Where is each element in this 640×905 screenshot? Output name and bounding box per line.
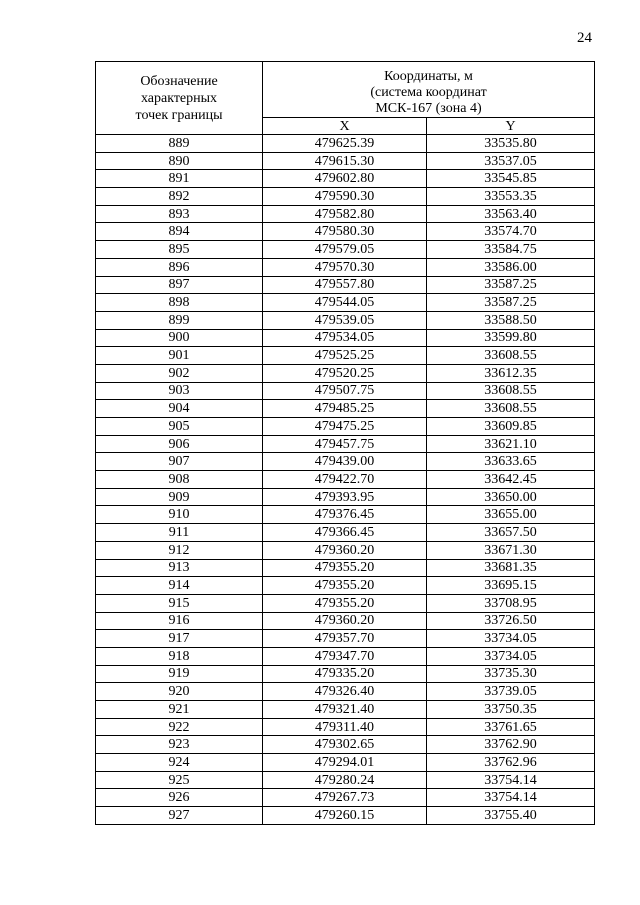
x-coordinate-cell: 479321.40	[263, 701, 427, 719]
table-row	[96, 205, 595, 223]
y-coordinate-cell: 33750.35	[427, 701, 595, 719]
y-coordinate-cell: 33574.70	[427, 223, 595, 241]
y-coordinate-cell: 33762.90	[427, 736, 595, 754]
table-row	[96, 400, 595, 418]
point-id-cell: 918	[96, 647, 263, 665]
y-coordinate-cell: 33657.50	[427, 524, 595, 542]
y-coordinate-cell: 33761.65	[427, 718, 595, 736]
table-row	[96, 188, 595, 206]
point-id-cell: 912	[96, 541, 263, 559]
point-id-cell: 908	[96, 471, 263, 489]
point-id-cell: 900	[96, 329, 263, 347]
y-coordinate-cell: 33754.14	[427, 771, 595, 789]
table-row	[96, 807, 595, 825]
x-coordinate-cell: 479615.30	[263, 152, 427, 170]
coordinates-header	[263, 62, 595, 118]
table-row	[96, 453, 595, 471]
x-coordinate-cell: 479439.00	[263, 453, 427, 471]
table-row	[96, 683, 595, 701]
point-designation-header	[96, 62, 263, 135]
point-id-cell: 927	[96, 807, 263, 825]
x-coordinate-cell: 479366.45	[263, 524, 427, 542]
table-row	[96, 594, 595, 612]
point-id-cell: 907	[96, 453, 263, 471]
coordinates-header-line: Координаты, м	[384, 69, 473, 84]
point-id-cell: 902	[96, 364, 263, 382]
page-number: 24	[577, 30, 592, 46]
x-coordinate-cell: 479539.05	[263, 311, 427, 329]
table-row	[96, 258, 595, 276]
point-id-cell: 897	[96, 276, 263, 294]
y-coordinate-cell: 33609.85	[427, 418, 595, 436]
x-coordinate-cell: 479579.05	[263, 241, 427, 259]
table-row	[96, 647, 595, 665]
point-id-cell: 911	[96, 524, 263, 542]
x-coordinate-cell: 479457.75	[263, 435, 427, 453]
table-row	[96, 364, 595, 382]
x-coordinate-cell: 479520.25	[263, 364, 427, 382]
point-id-cell: 921	[96, 701, 263, 719]
x-column-header: X	[263, 118, 427, 135]
point-id-cell: 925	[96, 771, 263, 789]
point-id-cell: 916	[96, 612, 263, 630]
point-id-cell: 920	[96, 683, 263, 701]
x-coordinate-cell: 479570.30	[263, 258, 427, 276]
x-coordinate-cell: 479393.95	[263, 488, 427, 506]
x-coordinate-cell: 479360.20	[263, 541, 427, 559]
x-coordinate-cell: 479280.24	[263, 771, 427, 789]
x-coordinate-cell: 479347.70	[263, 647, 427, 665]
y-coordinate-cell: 33608.55	[427, 400, 595, 418]
x-coordinate-cell: 479507.75	[263, 382, 427, 400]
table-row	[96, 524, 595, 542]
point-id-cell: 906	[96, 435, 263, 453]
x-coordinate-cell: 479590.30	[263, 188, 427, 206]
point-designation-line: Обозначение	[140, 73, 218, 89]
point-id-cell: 910	[96, 506, 263, 524]
x-coordinate-cell: 479580.30	[263, 223, 427, 241]
y-coordinate-cell: 33621.10	[427, 435, 595, 453]
table-row	[96, 329, 595, 347]
x-coordinate-cell: 479355.20	[263, 594, 427, 612]
x-coordinate-cell: 479335.20	[263, 665, 427, 683]
x-coordinate-cell: 479475.25	[263, 418, 427, 436]
table-body	[96, 135, 595, 825]
point-id-cell: 905	[96, 418, 263, 436]
y-coordinate-cell: 33588.50	[427, 311, 595, 329]
table-row	[96, 294, 595, 312]
y-coordinate-cell: 33734.05	[427, 647, 595, 665]
x-coordinate-cell: 479294.01	[263, 754, 427, 772]
table-row	[96, 754, 595, 772]
y-coordinate-cell: 33734.05	[427, 630, 595, 648]
x-coordinate-cell: 479326.40	[263, 683, 427, 701]
table-row	[96, 241, 595, 259]
point-id-cell: 899	[96, 311, 263, 329]
y-coordinate-cell: 33553.35	[427, 188, 595, 206]
y-coordinate-cell: 33650.00	[427, 488, 595, 506]
x-coordinate-cell: 479355.20	[263, 559, 427, 577]
x-coordinate-cell: 479422.70	[263, 471, 427, 489]
y-coordinate-cell: 33608.55	[427, 347, 595, 365]
y-coordinate-cell: 33587.25	[427, 294, 595, 312]
point-id-cell: 922	[96, 718, 263, 736]
point-id-cell: 923	[96, 736, 263, 754]
point-id-cell: 909	[96, 488, 263, 506]
point-designation-line: точек границы	[135, 107, 223, 123]
point-id-cell: 924	[96, 754, 263, 772]
coordinates-header-line: (система координат	[370, 85, 487, 100]
x-coordinate-cell: 479625.39	[263, 135, 427, 153]
x-coordinate-cell: 479525.25	[263, 347, 427, 365]
table-row	[96, 276, 595, 294]
point-id-cell: 913	[96, 559, 263, 577]
x-coordinate-cell: 479260.15	[263, 807, 427, 825]
y-coordinate-cell: 33695.15	[427, 577, 595, 595]
table-row	[96, 559, 595, 577]
point-id-cell: 896	[96, 258, 263, 276]
x-coordinate-cell: 479557.80	[263, 276, 427, 294]
y-coordinate-cell: 33762.96	[427, 754, 595, 772]
y-coordinate-cell: 33537.05	[427, 152, 595, 170]
point-id-cell: 904	[96, 400, 263, 418]
y-coordinate-cell: 33584.75	[427, 241, 595, 259]
point-id-cell: 898	[96, 294, 263, 312]
table-row	[96, 152, 595, 170]
y-coordinate-cell: 33708.95	[427, 594, 595, 612]
point-id-cell: 895	[96, 241, 263, 259]
table-row	[96, 612, 595, 630]
point-id-cell: 890	[96, 152, 263, 170]
point-id-cell: 919	[96, 665, 263, 683]
x-coordinate-cell: 479311.40	[263, 718, 427, 736]
point-id-cell: 917	[96, 630, 263, 648]
table-row	[96, 577, 595, 595]
point-id-cell: 889	[96, 135, 263, 153]
table-row	[96, 382, 595, 400]
coordinates-table	[95, 61, 595, 825]
y-coordinate-cell: 33586.00	[427, 258, 595, 276]
table-row	[96, 736, 595, 754]
y-coordinate-cell: 33735.30	[427, 665, 595, 683]
table-row	[96, 223, 595, 241]
x-coordinate-cell: 479582.80	[263, 205, 427, 223]
point-id-cell: 894	[96, 223, 263, 241]
table-row	[96, 488, 595, 506]
point-designation-line: характерных	[140, 90, 218, 106]
x-coordinate-cell: 479267.73	[263, 789, 427, 807]
point-id-cell: 892	[96, 188, 263, 206]
x-coordinate-cell: 479302.65	[263, 736, 427, 754]
table-row	[96, 701, 595, 719]
point-id-cell: 903	[96, 382, 263, 400]
table-row	[96, 347, 595, 365]
table-row	[96, 471, 595, 489]
y-coordinate-cell: 33587.25	[427, 276, 595, 294]
x-coordinate-cell: 479544.05	[263, 294, 427, 312]
point-id-cell: 893	[96, 205, 263, 223]
y-coordinate-cell: 33608.55	[427, 382, 595, 400]
x-coordinate-cell: 479534.05	[263, 329, 427, 347]
point-id-cell: 891	[96, 170, 263, 188]
y-coordinate-cell: 33655.00	[427, 506, 595, 524]
table-row	[96, 771, 595, 789]
x-coordinate-cell: 479355.20	[263, 577, 427, 595]
point-id-cell: 915	[96, 594, 263, 612]
y-coordinate-cell: 33739.05	[427, 683, 595, 701]
y-coordinate-cell: 33633.65	[427, 453, 595, 471]
table-row	[96, 789, 595, 807]
table-row	[96, 665, 595, 683]
point-id-cell: 901	[96, 347, 263, 365]
x-coordinate-cell: 479376.45	[263, 506, 427, 524]
y-coordinate-cell: 33726.50	[427, 612, 595, 630]
point-id-cell: 914	[96, 577, 263, 595]
point-id-cell: 926	[96, 789, 263, 807]
y-coordinate-cell: 33612.35	[427, 364, 595, 382]
y-coordinate-cell: 33754.14	[427, 789, 595, 807]
table-row	[96, 506, 595, 524]
table-row	[96, 311, 595, 329]
x-coordinate-cell: 479602.80	[263, 170, 427, 188]
y-column-header: Y	[427, 118, 595, 135]
y-coordinate-cell: 33535.80	[427, 135, 595, 153]
y-coordinate-cell: 33755.40	[427, 807, 595, 825]
x-coordinate-cell: 479360.20	[263, 612, 427, 630]
table-row	[96, 418, 595, 436]
y-coordinate-cell: 33545.85	[427, 170, 595, 188]
y-coordinate-cell: 33681.35	[427, 559, 595, 577]
table-row	[96, 541, 595, 559]
table-row	[96, 170, 595, 188]
y-coordinate-cell: 33563.40	[427, 205, 595, 223]
table-row	[96, 718, 595, 736]
coordinates-header-line: МСК-167 (зона 4)	[375, 101, 482, 116]
x-coordinate-cell: 479485.25	[263, 400, 427, 418]
table-row	[96, 630, 595, 648]
y-coordinate-cell: 33671.30	[427, 541, 595, 559]
y-coordinate-cell: 33642.45	[427, 471, 595, 489]
y-coordinate-cell: 33599.80	[427, 329, 595, 347]
table-row	[96, 435, 595, 453]
table-row	[96, 135, 595, 153]
x-coordinate-cell: 479357.70	[263, 630, 427, 648]
